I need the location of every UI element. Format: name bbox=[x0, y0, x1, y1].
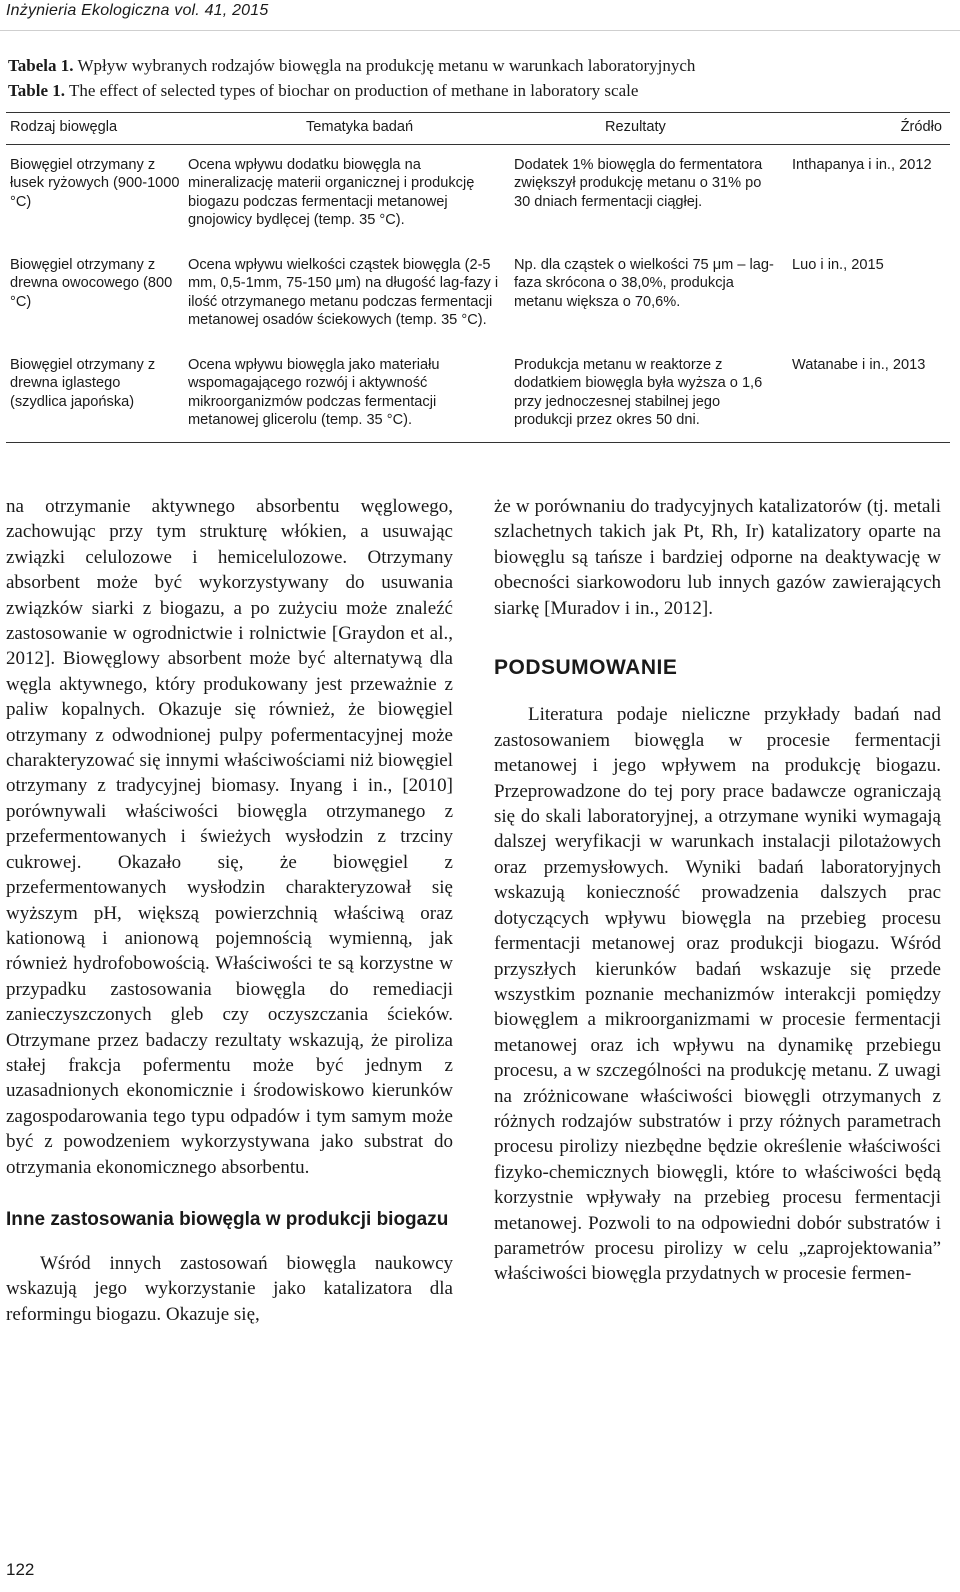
table-header-row bbox=[6, 113, 950, 145]
cell-research-topic: Ocena wpływu wielkości cząstek biowęgla (2-5 mm, 0,5-1mm, 75-150 μm) na długość lag-fazy i ilość otrzymanego metanu podczas fermentacji metanowej osadów ściekowych (temp. 35 °C). bbox=[188, 256, 499, 328]
cell-result: Produkcja metanu w reaktorze z dodatkiem biowęgla była wyższa o 1,6 przy jednoczesnej stabilnej jego produkcji przez okres 50 dni. bbox=[510, 356, 782, 443]
caption-polish bbox=[8, 53, 695, 78]
page-number: 122 bbox=[6, 1560, 35, 1579]
cell-research-topic: Ocena wpływu biowęgla jako materiału wspomagającego rozwój i aktywność mikroorganizmów podczas fermentacji metanowej glicerolu (temp. 35 °C). bbox=[184, 356, 510, 443]
cell-biochar-type: Biowęgiel otrzymany z drewna owocowego (800 °C) bbox=[10, 256, 173, 310]
section-heading-summary: PODSUMOWANIE bbox=[494, 656, 678, 680]
cell-biochar-type: Biowęgiel otrzymany z łusek ryżowych (900-1000 °C) bbox=[10, 156, 180, 210]
cell-source: Inthapanya i in., 2012 bbox=[792, 156, 932, 173]
right-column bbox=[494, 494, 941, 1287]
header-research-topic: Tematyka badań bbox=[184, 113, 510, 145]
cell-research-topic: Ocena wpływu dodatku biowęgla na mineralizację materii organicznej i produkcję biogazu podczas fermentacji metanowej gnojowicy bydlęcej (temp. 35 °C). bbox=[188, 156, 475, 228]
body-paragraph: Literatura podaje nieliczne przykłady badań nad zastosowaniem biowęgla w procesie fermentacji metanowej i jego wpływem na produkcję biogazu. Przeprowadzone do tej pory prace badawcze ograniczają się do skali laboratoryjnej, a otrzymane wyniki wymagają dalszej weryfikacji w warunkach instalacji pilotażowych oraz przemysłowych. Wyniki badań laboratoryjnych wskazują konieczność prowadzenia dalszych prac dotyczących wpływu biowęgla na przebieg procesu fermentacji metanowej oraz produkcji biogazu. Wśród przyszłych kierunków badań wskazuje się przede wszystkim poznanie mechanizmów interakcji pomiędzy biowęglem a mikroorganizmami w procesie fermentacji metanowej oraz ich wpływu na dynamikę przebiegu procesu, a w szczególności na produkcję metanu. Z uwagi na zróżnicowane właściwości biowęgli otrzymanych z różnych rodzajów substratów i przy różnych parametrach procesu pirolizy niezbędne będzie określenie właściwości fizyko-chemicznych biowęgli, które to właściwości będą korzystnie wpływały na przebieg procesu fermentacji metanowej. Pozwoli to na odpowiedni dobór substratów i parametrów procesu pirolizy w celu „zaprojektowania” właściwości biowęgla przydatnych w procesie fermen- bbox=[494, 704, 941, 1285]
caption-english-label: Table 1. bbox=[8, 81, 66, 100]
caption-english bbox=[8, 78, 695, 103]
biochar-table bbox=[6, 112, 950, 443]
caption-polish-label: Tabela 1. bbox=[8, 56, 74, 75]
body-paragraph: Wśród innych zastosowań biowęgla naukowcy wskazują jego wykorzystanie jako katalizatora dla reformingu biogazu. Okazuje się, bbox=[6, 1252, 453, 1325]
header-rule bbox=[0, 30, 960, 31]
cell-source: Watanabe i in., 2013 bbox=[782, 356, 950, 443]
header-biochar-type: Rodzaj biowęgla bbox=[6, 113, 184, 145]
body-paragraph: na otrzymanie aktywnego absorbentu węglowego, zachowując przy tym strukturę włókien, a usuwając związki celulozowe i hemicelulozowe. Otrzymany absorbent może być wykorzystywany do usuwania związków siarki z biogazu, a po zużyciu może znaleźć zastosowanie w ogrodnictwie i rolnictwie [Graydon et al., 2012]. Biowęglowy absorbent może być alternatywą dla węgla aktywnego, który produkowany jest przeważnie z paliw kopalnych. Okazuje się również, że biowęgiel otrzymany z odwodnionej pulpy pofermentacyjnej może charakteryzować się innymi właściwościami niż biowęgiel otrzymany z tradycyjnej biomasy. Inyang i in., [2010] porównywali właściwości biowęgla otrzymanego z przefermentowanych i świeżych wysłodzin z trzciny cukrowej. Okazało się, że biowęgiel z przefermentowanych wysłodzin charakteryzował się wyższym pH, większą powierzchnią właściwą oraz kationową i anionową pojemnością wymienną, jak również hydrofobowością. Właściwości te są korzystne w przypadku zastosowania biowęgla do remediacji zanieczyszczonych gleb czy oczyszczania ścieków. Otrzymane przez badaczy rezultaty wskazują, że piroliza stałej frakcja pofermentu może być jednym z uzasadnionych ekonomicznie i środowiskowo kierunków zagospodarowania tego typu odpadów i tym samym może być z powodzeniem wykorzystywana jako substrat do otrzymania ekonomicznego absorbentu. bbox=[6, 496, 453, 1178]
table-caption bbox=[8, 53, 695, 103]
table-row bbox=[6, 144, 950, 256]
cell-source: Luo i in., 2015 bbox=[792, 256, 884, 273]
subsection-heading: Inne zastosowania biowęgla w produkcji biogazu bbox=[6, 1208, 449, 1230]
cell-biochar-type: Biowęgiel otrzymany z drewna iglastego (szydlica japońska) bbox=[6, 356, 184, 443]
caption-english-text: The effect of selected types of biochar on production of methane in laboratory scale bbox=[65, 81, 639, 100]
left-column bbox=[6, 494, 453, 1327]
table-row bbox=[6, 256, 950, 356]
header-results: Rezultaty bbox=[510, 113, 782, 145]
table-row bbox=[6, 356, 950, 443]
body-paragraph: że w porównaniu do tradycyjnych katalizatorów (tj. metali szlachetnych takich jak Pt, Rh, Ir) katalizatory oparte na biowęglu są tańsze i bardziej odporne na deaktywację w obecności siarkowodoru lub innych gazów zawierających siarkę [Muradov i in., 2012]. bbox=[494, 496, 941, 619]
header-source: Źródło bbox=[782, 113, 950, 145]
caption-polish-text: Wpływ wybranych rodzajów biowęgla na produkcję metanu w warunkach laboratoryjnych bbox=[73, 56, 696, 75]
cell-result: Np. dla cząstek o wielkości 75 μm – lag-faza skrócona o 38,0%, produkcja metanu większa o 70,6%. bbox=[514, 256, 774, 310]
running-header: Inżynieria Ekologiczna vol. 41, 2015 bbox=[6, 2, 269, 19]
cell-result: Dodatek 1% biowęgla do fermentatora zwiększył produkcję metanu o 31% po 30 dniach fermentacji ciągłej. bbox=[514, 156, 763, 210]
